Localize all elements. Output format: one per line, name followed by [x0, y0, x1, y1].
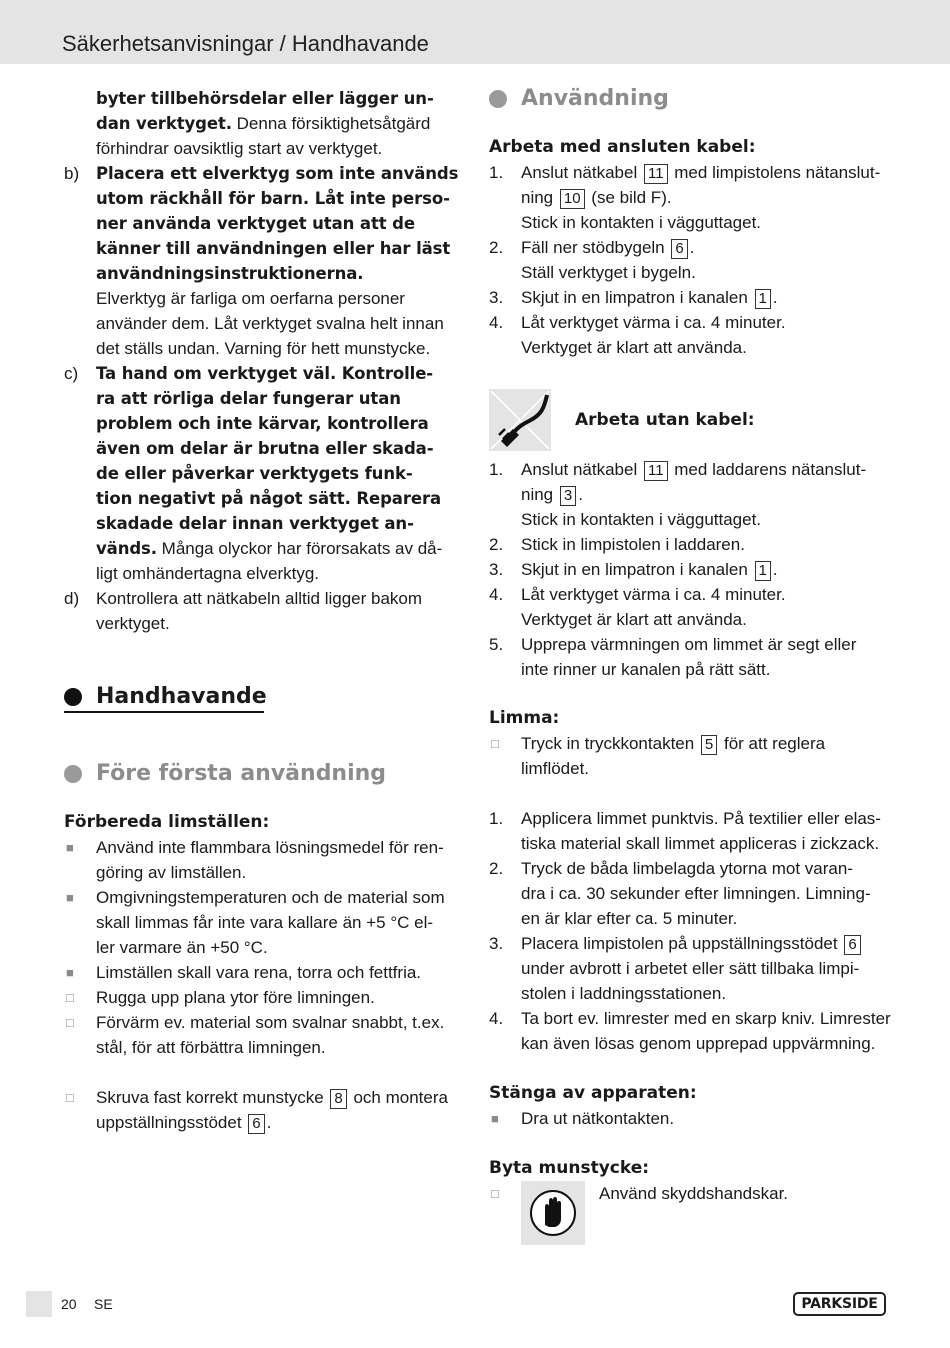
- list-item-skruva: □ Skruva fast korrekt munstycke 8 och montera uppställningsstödet 6 .: [66, 1088, 448, 1132]
- part-number-box: 3: [560, 486, 576, 506]
- section-heading-fore-forsta: Före första användning: [64, 761, 462, 786]
- list-item: 4. Ta bort ev. limrester med en skarp kniv. Limrester kan även lösas genom upprepad uppvärmning.: [489, 1009, 891, 1053]
- list-item: ■ Dra ut nätkontakten.: [491, 1109, 675, 1128]
- list-item: 3. Placera limpistolen på uppställningsstödet 6 under avbrott i arbetet eller sätt tillbaka limpi- stolen i laddningsstationen.: [489, 934, 860, 1003]
- subheading-stanga: Stänga av apparaten:: [489, 1083, 697, 1103]
- list-item: □ Använd skyddshandskar.: [489, 1181, 899, 1245]
- list-item: 4. Låt verktyget värma i ca. 4 minuter. Verktyget är klart att använda.: [489, 585, 786, 629]
- language-code: SE: [94, 1296, 113, 1312]
- list-item: 3. Skjut in en limpatron i kanalen 1 .: [489, 560, 778, 579]
- part-number-box: 11: [644, 164, 668, 184]
- subheading-forbereda: Förbereda limställen:: [64, 812, 270, 832]
- list-item: ■ Omgivningstemperaturen och de material som skall limmas får inte vara kallare än +5 °C el- ler varmare än +50 °C.: [66, 888, 445, 957]
- list-item: 2. Fäll ner stödbygeln 6 . Ställ verktyget i bygeln.: [489, 238, 696, 282]
- safety-item-d: d) Kontrollera att nätkabeln alltid ligger bakom verktyget.: [64, 589, 423, 633]
- bullet-dot-icon: [489, 90, 507, 108]
- list-item: 4. Låt verktyget värma i ca. 4 minuter. Verktyget är klart att använda.: [489, 313, 786, 357]
- list-item: 1. Anslut nätkabel 11 med laddarens nätanslut- ning 3 . Stick in kontakten i vägguttaget.: [489, 460, 867, 529]
- gloves-icon: [521, 1181, 585, 1245]
- intro-line-1: byter tillbehörsdelar eller lägger un-: [96, 89, 434, 108]
- left-column: [64, 86, 462, 1135]
- part-number-box: 10: [560, 189, 585, 209]
- section-heading-anvandning: Användning: [489, 86, 899, 111]
- part-number-box: 6: [248, 1114, 264, 1134]
- footer-marker: [26, 1291, 52, 1317]
- subheading-byta: Byta munstycke:: [489, 1158, 650, 1178]
- list-item: □ Tryck in tryckkontakten 5 för att reglera limflödet.: [491, 734, 826, 778]
- subheading-limma: Limma:: [489, 708, 560, 728]
- bullet-dot-icon: [64, 765, 82, 783]
- list-item: 2. Tryck de båda limbelagda ytorna mot varan- dra i ca. 30 sekunder efter limningen. Limning- en är klar efter ca. 5 minuter.: [489, 859, 871, 928]
- part-number-box: 1: [755, 561, 771, 581]
- bullet-dot-icon: [64, 688, 82, 706]
- page-title: Säkerhetsanvisningar / Handhavande: [62, 31, 429, 56]
- safety-item-b: b) Placera ett elverktyg som inte används utom räckhåll för barn. Låt inte perso- ner använda verktyget utan att de känner till användningen eller har läst användningsinstruktionerna. Elverktyg är farliga om oerfarna personer använder dem. Låt verktyget svalna helt innan det ställs undan. Varning för hett munstycke.: [64, 164, 459, 358]
- list-item: 1. Anslut nätkabel 11 med limpistolens nätanslut- ning 10 (se bild F). Stick in kontakten i vägguttaget.: [489, 163, 881, 232]
- part-number-box: 1: [755, 289, 771, 309]
- part-number-box: 6: [671, 239, 687, 259]
- page-number: 20: [61, 1296, 77, 1312]
- list-item: 3. Skjut in en limpatron i kanalen 1 .: [489, 288, 778, 307]
- section-heading-handhavande: Handhavande: [64, 684, 462, 709]
- part-number-box: 6: [844, 935, 860, 955]
- part-number-box: 8: [330, 1089, 346, 1109]
- unplugged-cable-icon: [489, 389, 551, 451]
- list-item: 2. Stick in limpistolen i laddaren.: [489, 535, 745, 554]
- list-item: 5. Upprepa värmningen om limmet är segt eller inte rinner ur kanalen på rätt sätt.: [489, 635, 857, 679]
- safety-item-c: c) Ta hand om verktyget väl. Kontrolle- ra att rörliga delar fungerar utan problem och inte kärvar, kontrollera även om delar är brutna eller skada- de eller påverkar verktygets funk- tion negativt på något sätt. Reparera skadade delar innan verktyget an- vänds. Många olyckor har förorsakats av då- ligt omhändertagna elverktyg.: [64, 364, 443, 583]
- intro-line-3: förhindrar oavsiktlig start av verktyget.: [96, 139, 383, 158]
- list-item: □ Rugga upp plana ytor före limningen.: [66, 988, 375, 1007]
- list-item: ■ Använd inte flammbara lösningsmedel för ren- göring av limställen.: [66, 838, 444, 882]
- page-header: [0, 0, 950, 64]
- subheading-arbeta-med: Arbeta med ansluten kabel:: [489, 137, 756, 157]
- part-number-box: 5: [701, 735, 717, 755]
- intro-line-2: dan verktyget. Denna försiktighetsåtgärd: [96, 114, 431, 133]
- list-item: □ Förvärm ev. material som svalnar snabbt, t.ex. stål, för att förbättra limningen.: [66, 1013, 445, 1057]
- right-column: [489, 86, 899, 1245]
- cordless-heading: Arbeta utan kabel:: [489, 389, 899, 451]
- brand-logo: PARKSIDE: [793, 1292, 886, 1316]
- list-item: 1. Applicera limmet punktvis. På textilier eller elas- tiska material skall limmet appliceras i zickzack.: [489, 809, 881, 853]
- list-item: ■ Limställen skall vara rena, torra och fettfria.: [66, 963, 422, 982]
- part-number-box: 11: [644, 461, 668, 481]
